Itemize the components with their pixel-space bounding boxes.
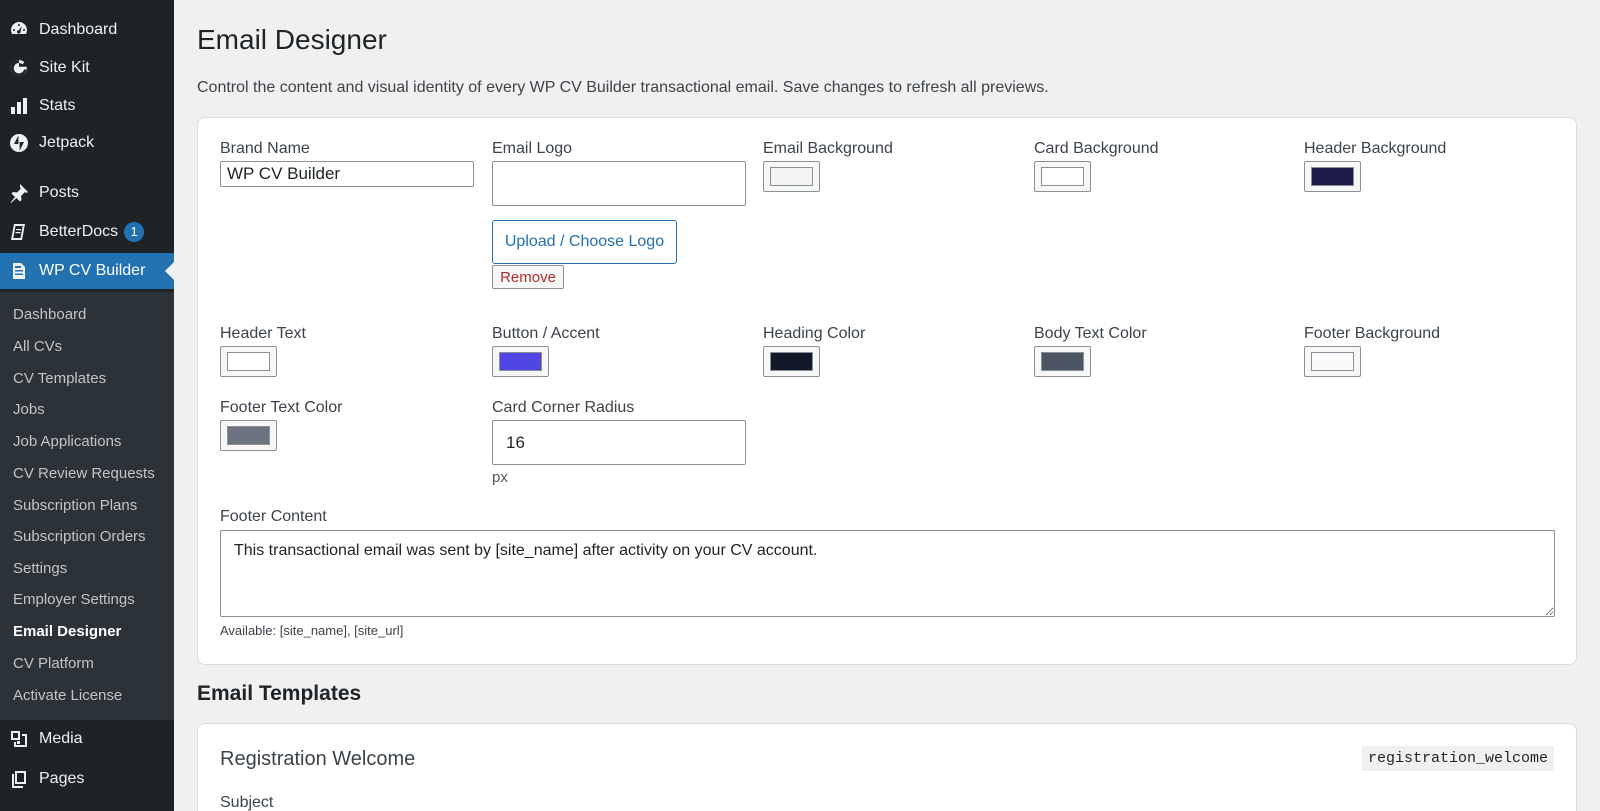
template-card bbox=[197, 723, 1577, 811]
submenu-subscription-orders[interactable]: Subscription Orders bbox=[13, 528, 146, 545]
footer-placeholders-help: Available: [site_name], [site_url] bbox=[220, 623, 404, 638]
card-corner-radius-label: Card Corner Radius bbox=[492, 399, 635, 416]
email-logo-input[interactable] bbox=[492, 161, 746, 206]
button-accent-label: Button / Accent bbox=[492, 325, 600, 342]
header-text-color-picker[interactable] bbox=[220, 346, 277, 377]
brand-name-label: Brand Name bbox=[220, 140, 310, 157]
menu-label: Pages bbox=[39, 770, 85, 787]
menu-posts[interactable] bbox=[0, 175, 174, 211]
pin-icon bbox=[9, 183, 29, 203]
template-title: Registration Welcome bbox=[220, 748, 416, 770]
color-swatch bbox=[227, 352, 270, 371]
menu-jetpack[interactable] bbox=[0, 125, 174, 161]
page-description: Control the content and visual identity of every WP CV Builder transactional email. Save changes to refresh all previews. bbox=[197, 79, 1049, 96]
email-templates-heading: Email Templates bbox=[197, 682, 362, 705]
heading-color-picker[interactable] bbox=[763, 346, 820, 377]
email-background-label: Email Background bbox=[763, 140, 893, 157]
footer-background-color-picker[interactable] bbox=[1304, 346, 1361, 377]
menu-label: WP CV Builder bbox=[39, 262, 146, 279]
footer-text-color-picker[interactable] bbox=[220, 420, 277, 451]
google-icon bbox=[9, 58, 29, 78]
menu-media[interactable] bbox=[0, 721, 174, 757]
color-swatch bbox=[1311, 352, 1354, 371]
menu-betterdocs[interactable] bbox=[0, 214, 174, 250]
menu-pages[interactable] bbox=[0, 761, 174, 797]
footer-background-label: Footer Background bbox=[1304, 325, 1441, 342]
submenu-subscription-plans[interactable]: Subscription Plans bbox=[13, 497, 138, 514]
footer-content-label: Footer Content bbox=[220, 508, 327, 525]
body-text-color-picker[interactable] bbox=[1034, 346, 1091, 377]
header-background-color-picker[interactable] bbox=[1304, 161, 1361, 192]
menu-wp-cv-builder[interactable] bbox=[0, 253, 174, 289]
button-accent-color-picker[interactable] bbox=[492, 346, 549, 377]
main-content bbox=[174, 0, 1600, 811]
card-background-color-picker[interactable] bbox=[1034, 161, 1091, 192]
color-swatch bbox=[1311, 167, 1354, 186]
color-swatch bbox=[227, 426, 270, 445]
dashboard-icon bbox=[9, 20, 29, 40]
header-background-label: Header Background bbox=[1304, 140, 1447, 157]
color-swatch bbox=[770, 167, 813, 186]
wp-cv-builder-submenu bbox=[0, 292, 174, 720]
design-settings-card bbox=[197, 117, 1577, 665]
cv-builder-icon bbox=[9, 261, 29, 281]
template-key: registration_welcome bbox=[1362, 746, 1554, 771]
email-logo-label: Email Logo bbox=[492, 140, 573, 157]
radius-unit-label: px bbox=[492, 469, 508, 486]
media-icon bbox=[9, 729, 29, 749]
footer-text-color-label: Footer Text Color bbox=[220, 399, 343, 416]
menu-stats[interactable] bbox=[0, 88, 174, 124]
submenu-cv-review-requests[interactable]: CV Review Requests bbox=[13, 465, 155, 482]
menu-label: Media bbox=[39, 730, 83, 747]
remove-logo-button[interactable]: Remove bbox=[492, 265, 564, 289]
submenu-settings[interactable]: Settings bbox=[13, 560, 68, 577]
card-corner-radius-input[interactable] bbox=[492, 420, 746, 465]
card-background-label: Card Background bbox=[1034, 140, 1159, 157]
footer-content-textarea[interactable] bbox=[220, 530, 1555, 617]
admin-sidebar bbox=[0, 0, 174, 811]
submenu-cv-templates[interactable]: CV Templates bbox=[13, 370, 107, 387]
body-text-color-label: Body Text Color bbox=[1034, 325, 1147, 342]
pages-icon bbox=[9, 769, 29, 789]
menu-label: Stats bbox=[39, 97, 76, 114]
upload-logo-button[interactable]: Upload / Choose Logo bbox=[492, 220, 677, 264]
submenu-jobs[interactable]: Jobs bbox=[13, 401, 45, 418]
menu-label: Dashboard bbox=[39, 21, 118, 38]
menu-label: BetterDocs bbox=[39, 223, 119, 240]
menu-dashboard[interactable] bbox=[0, 12, 174, 48]
submenu-dashboard[interactable]: Dashboard bbox=[13, 306, 87, 323]
brand-name-input[interactable] bbox=[220, 161, 474, 187]
heading-color-label: Heading Color bbox=[763, 325, 866, 342]
header-text-label: Header Text bbox=[220, 325, 306, 342]
color-swatch bbox=[1041, 167, 1084, 186]
color-swatch bbox=[1041, 352, 1084, 371]
docs-icon bbox=[9, 222, 29, 242]
color-swatch bbox=[499, 352, 542, 371]
submenu-job-applications[interactable]: Job Applications bbox=[13, 433, 122, 450]
submenu-activate-license[interactable]: Activate License bbox=[13, 687, 123, 704]
subject-label: Subject bbox=[220, 794, 274, 811]
color-swatch bbox=[770, 352, 813, 371]
submenu-employer-settings[interactable]: Employer Settings bbox=[13, 591, 135, 608]
page-title: Email Designer bbox=[197, 24, 387, 55]
menu-label: Site Kit bbox=[39, 59, 90, 76]
jetpack-icon bbox=[9, 133, 29, 153]
update-count-badge: 1 bbox=[124, 222, 144, 242]
menu-site-kit[interactable] bbox=[0, 50, 174, 86]
email-background-color-picker[interactable] bbox=[763, 161, 820, 192]
submenu-cv-platform[interactable]: CV Platform bbox=[13, 655, 94, 672]
menu-label: Posts bbox=[39, 184, 80, 201]
submenu-email-designer[interactable]: Email Designer bbox=[13, 623, 122, 640]
menu-label: Jetpack bbox=[39, 134, 95, 151]
stats-icon bbox=[9, 96, 29, 116]
submenu-all-cvs[interactable]: All CVs bbox=[13, 338, 63, 355]
